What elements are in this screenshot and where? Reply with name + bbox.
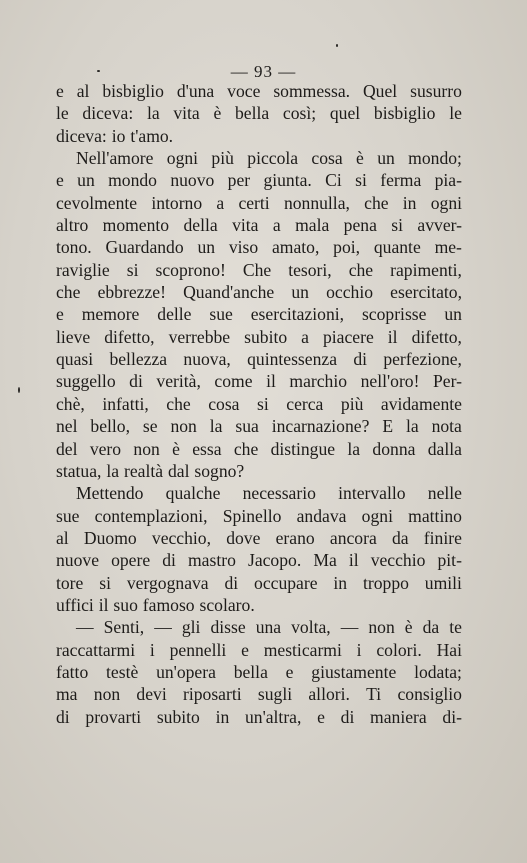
word: si [99,572,111,593]
word: realtà [123,460,164,481]
word: essa [192,438,222,459]
word: suo [113,594,138,615]
word: nota [431,416,462,437]
word: verità, [156,371,201,392]
word: la [347,438,361,459]
word: delle [157,304,192,325]
text-line [56,281,462,303]
word: non [93,684,121,705]
word: famoso [142,594,195,615]
word: — [76,617,94,638]
body-text [56,80,462,728]
word: e [56,304,64,325]
word: è [213,103,222,124]
word: viso [228,237,259,258]
text-line [56,125,462,147]
word: i [149,639,155,660]
page-number: — 93 — [230,62,297,81]
word: ogni [430,192,462,213]
word: testè [106,661,139,682]
word: distingue [270,438,336,459]
word: dalla [427,438,462,459]
word: sua [235,416,259,437]
word: mondo [108,170,157,191]
word: di [340,706,355,727]
word: ferma [380,170,422,191]
word: allori. [308,684,350,705]
word: volta, [291,617,331,638]
word: le [56,103,69,124]
word: Ti [366,684,382,705]
word: è [172,438,180,459]
word: quante [373,237,421,258]
word: bellezza [109,349,168,370]
text-line [56,661,462,683]
word: vita [173,103,200,124]
word: di [56,706,70,727]
word: si [355,170,367,191]
word: nel [56,416,78,437]
word: io [111,125,126,146]
word: più [340,393,364,414]
word: Hai [436,639,462,660]
word: vecchio, [151,527,211,548]
word: statua, [56,460,102,481]
word: devi [136,684,167,705]
word: da [391,527,409,548]
word: che [348,259,374,280]
word: pennelli [169,639,227,660]
text-line [56,572,462,594]
word: giunta. [263,170,312,191]
word: qualche [165,483,221,504]
word: nuove [56,550,99,571]
text-line [56,549,462,571]
word: disse [210,617,246,638]
word: occupare [254,572,318,593]
word: — [154,617,172,638]
word: giustamente [311,661,397,682]
word: la [146,103,160,124]
word: intervallo [338,483,406,504]
word: i [356,639,362,660]
word: Nell'amore [76,148,154,169]
word: al [76,81,90,101]
word: si [126,259,139,280]
text-line [56,527,462,549]
word: ancora [329,527,377,548]
word: da [422,617,440,638]
word: poi, [333,237,361,258]
word: bisbiglio [373,103,436,124]
word: così; [282,103,317,124]
word: provarti [85,706,142,727]
word: quel [329,103,361,124]
word: Mettendo [76,483,144,504]
word: la [405,416,419,437]
word: intorno [151,192,203,213]
text-line [56,594,462,616]
word: difetto, [411,326,462,347]
word: bella [235,103,270,124]
word: contemplazioni, [94,505,208,526]
word: si [391,215,404,236]
word: dove [226,527,261,548]
word: in [333,572,348,593]
text-line [56,192,462,214]
word: amato, [271,237,320,258]
word: scoprono! [155,259,226,280]
word: mesticarmi [263,639,342,660]
word: e [241,639,249,660]
text-line [56,303,462,325]
word: non [368,617,395,638]
word: che [56,282,81,303]
word: maniera [370,706,427,727]
word: suggello [56,371,116,392]
word: tono. [56,237,92,258]
word: Ci [325,170,342,191]
word: scolaro. [199,594,255,615]
word: sue [209,304,233,325]
word: diceva: [82,103,134,124]
word: chè, [56,393,85,414]
word: Duomo [83,527,137,548]
word: in [402,192,417,213]
word: un [291,282,309,303]
word: susurro [410,81,462,101]
word: di [162,550,176,571]
word: tore [56,572,84,593]
word: sue [56,505,80,526]
word: subito [156,706,200,727]
word: incarnazione? [271,416,370,437]
word: un [377,148,395,169]
word: pia- [434,170,462,191]
word: uffici [56,594,94,615]
word: Ma [313,550,337,571]
word: finire [423,527,462,548]
word: un'altra, [244,706,302,727]
word: mattino [408,505,462,526]
text-line [56,505,462,527]
word: Per- [433,371,462,392]
word: quasi [56,349,94,370]
word: e [56,81,64,101]
word: pena [343,215,377,236]
word: mala [295,215,330,236]
word: nelle [427,483,462,504]
word: a [301,326,309,347]
word: ma [56,684,78,705]
word: Quel [362,81,398,101]
word: vergognava [126,572,209,593]
word: ogni [361,505,393,526]
word: esercitato, [390,282,462,303]
word: lodata; [414,661,462,682]
word: altro [56,215,89,236]
word: d'una [176,81,215,101]
word: che [166,393,191,414]
text-line [56,147,462,169]
word: Guardando [105,237,184,258]
word: riposarti [182,684,242,705]
word: momento [102,215,170,236]
word: raviglie [56,259,110,280]
word: di [224,572,239,593]
word: in [215,706,230,727]
word: perfezione, [383,349,462,370]
word: voce [227,81,261,101]
word: ogni [166,148,199,169]
word: Jacopo. [247,550,302,571]
word: una [255,617,282,638]
word: consiglio [397,684,462,705]
text-line [56,393,462,415]
text-line [56,214,462,236]
word: verrebbe [168,326,231,347]
word: sommessa. [273,81,351,101]
word: a [272,215,281,236]
word: la [106,460,120,481]
word: Quand'anche [183,282,275,303]
word: non [133,438,160,459]
ink-speck [336,44,338,47]
word: cosa [208,393,240,414]
text-line [56,415,462,437]
text-line [56,259,462,281]
word: E [382,416,394,437]
word: un [77,170,95,191]
word: un'opera [156,661,216,682]
word: il [348,550,359,571]
word: più [211,148,234,169]
word: dal [167,460,190,481]
text-line [56,236,462,258]
text-line [56,639,462,661]
word: lieve [56,326,91,347]
word: di [353,349,368,370]
word: e [56,170,64,191]
word: memore [81,304,140,325]
word: e [317,706,325,727]
word: il [387,326,398,347]
word: Che [242,259,272,280]
word: nell'oro! [360,371,420,392]
word: sogno? [194,460,245,481]
word: difetto, [104,326,155,347]
text-line [56,348,462,370]
ink-speck [18,387,20,393]
word: al [56,527,69,548]
word: Senti, [103,617,145,638]
word: umili [424,572,462,593]
text-line [56,326,462,348]
word: scoprisse [361,304,427,325]
word: mastro [188,550,236,571]
word: nonnulla, [283,192,350,213]
word: se [142,416,158,437]
word: di [129,371,143,392]
ink-speck [97,70,100,72]
text-line [56,616,462,638]
word: che [364,192,389,213]
word: Spinello [222,505,282,526]
word: certi [238,192,270,213]
text-line [56,482,462,504]
word: non [170,416,197,437]
word: pit- [437,550,462,571]
word: di- [442,706,462,727]
word: la [209,416,223,437]
word: il [266,371,276,392]
word: avidamente [380,393,462,414]
text-line [56,102,462,124]
word: occhio [326,282,374,303]
word: — [340,617,359,638]
word: gli [181,617,201,638]
word: e [285,661,294,682]
word: le [449,103,462,124]
word: il [98,594,109,615]
word: a [216,192,225,213]
word: vecchio [370,550,426,571]
word: esercitazioni, [250,304,345,325]
word: come [214,371,253,392]
text-line [56,169,462,191]
word: nuova, [183,349,231,370]
word: che [233,438,259,459]
text-line [56,438,462,460]
word: diceva: [56,125,107,146]
word: vita [232,215,259,236]
word: vero [89,438,122,459]
word: infatti, [102,393,149,414]
word: andava [296,505,347,526]
text-line [56,683,462,705]
text-line [56,460,462,482]
text-line [56,370,462,392]
word: fatto [56,661,89,682]
word: è [356,148,364,169]
word: me- [434,237,462,258]
word: piacere [322,326,374,347]
word: colori. [376,639,422,660]
word: cerca [286,393,324,414]
word: avver- [417,215,462,236]
word: un [444,304,462,325]
word: per [227,170,251,191]
word: cosa [311,148,343,169]
word: bisbiglio [102,81,164,101]
word: subito [244,326,288,347]
word: un [197,237,216,258]
word: cevolmente [56,192,138,213]
word: opere [111,550,151,571]
word: sugli [257,684,293,705]
word: donna [372,438,416,459]
word: marchio [289,371,348,392]
word: t'amo. [130,125,174,146]
word: bella [233,661,268,682]
word: quintessenza [247,349,338,370]
word: tesori, [288,259,332,280]
word: è [404,617,413,638]
word: raccattarmi [56,639,136,660]
word: del [56,438,78,459]
word: si [257,393,269,414]
word: bello, [90,416,130,437]
word: rapimenti, [390,259,462,280]
word: piccola [247,148,299,169]
word: nuovo [170,170,215,191]
word: ebbrezze! [97,282,166,303]
word: te [449,617,462,638]
word: troppo [362,572,409,593]
word: erano [275,527,315,548]
word: mondo; [408,148,462,169]
text-line [56,706,462,728]
word: della [183,215,218,236]
text-line [56,80,462,102]
word: necessario [242,483,316,504]
